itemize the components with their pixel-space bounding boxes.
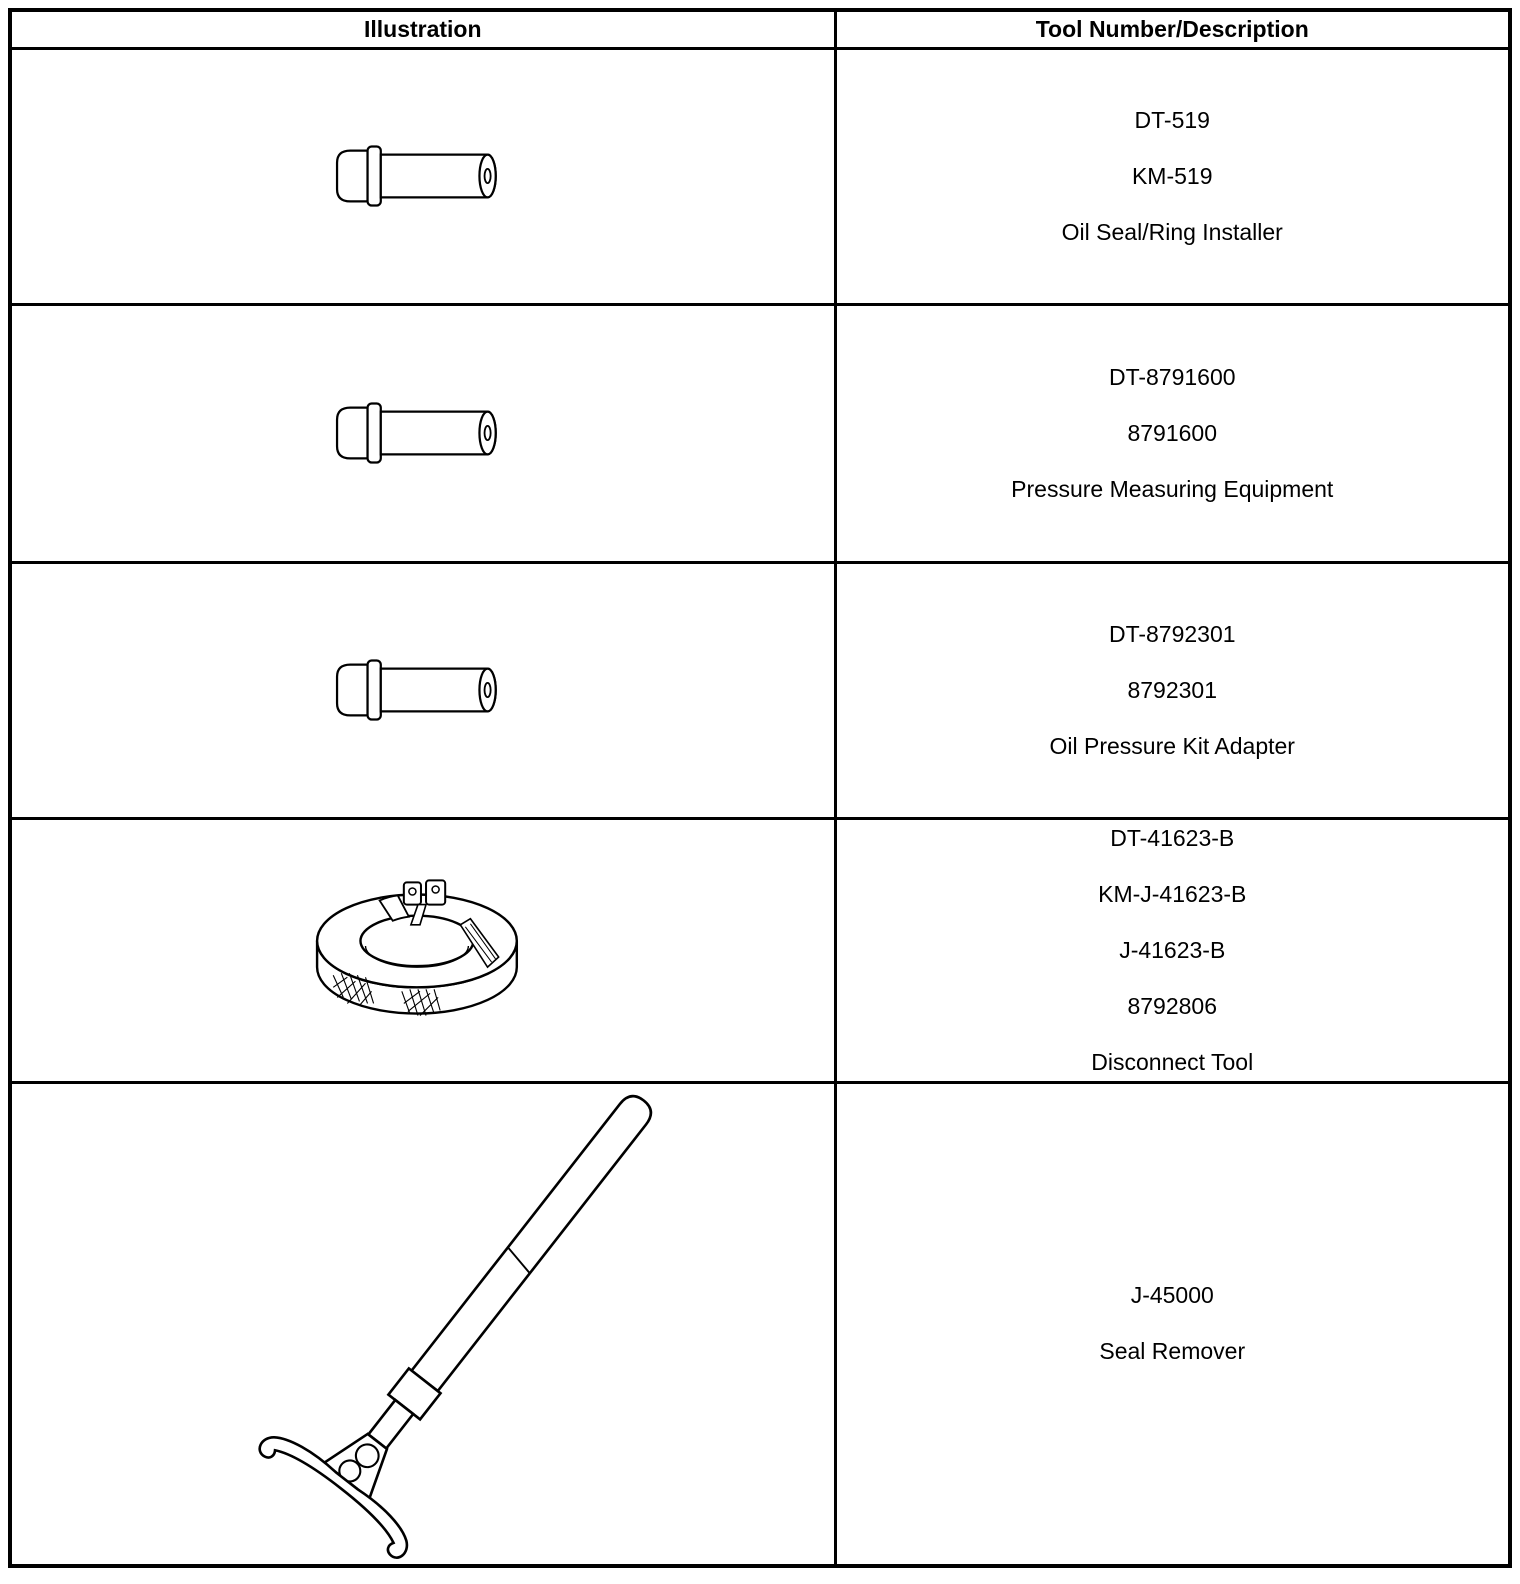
oil-seal-ring-installer-icon [334,142,512,210]
header-illustration: Illustration [10,10,835,48]
tool-number: J-41623-B [1119,936,1226,963]
tool-number: 8792301 [1127,676,1218,703]
tool-description: Seal Remover [1099,1338,1246,1365]
tool-number: DT-8791600 [1108,363,1236,390]
illustration-cell [10,304,835,562]
seal-remover-icon [125,1088,720,1560]
tool-number: DT-519 [1134,106,1210,133]
description-stack [837,621,1509,760]
tool-number: J-45000 [1130,1282,1214,1309]
description-cell [835,562,1510,818]
tool-row [10,48,1510,304]
description-cell [835,818,1510,1082]
description-stack [837,364,1509,503]
description-stack [837,107,1509,246]
description-cell [835,1082,1510,1566]
tool-number: 8792806 [1127,992,1218,1019]
illustration-cell [10,818,835,1082]
tool-number: KM-519 [1131,162,1213,189]
oil-pressure-kit-adapter-icon [334,656,512,724]
tool-number: DT-41623-B [1110,824,1235,851]
tool-row [10,304,1510,562]
tool-row [10,1082,1510,1566]
description-cell [835,304,1510,562]
tool-description: Oil Pressure Kit Adapter [1049,732,1295,759]
tool-description: Oil Seal/Ring Installer [1061,218,1283,245]
tool-number: KM-J-41623-B [1098,880,1247,907]
tool-row [10,562,1510,818]
special-tools-table [8,8,1512,1568]
header-tool-number-description: Tool Number/Description [835,10,1510,48]
description-stack [837,825,1509,1076]
illustration-cell [10,48,835,304]
tool-description: Disconnect Tool [1091,1048,1254,1075]
tool-number: 8791600 [1127,419,1218,446]
illustration-cell [10,1082,835,1566]
description-cell [835,48,1510,304]
header-row [10,10,1510,48]
pressure-measuring-equipment-icon [334,399,512,467]
illustration-cell [10,562,835,818]
tool-row [10,818,1510,1082]
description-stack [837,1282,1509,1365]
tool-description: Pressure Measuring Equipment [1011,475,1334,502]
tool-number: DT-8792301 [1108,620,1236,647]
disconnect-tool-icon [307,874,539,1026]
